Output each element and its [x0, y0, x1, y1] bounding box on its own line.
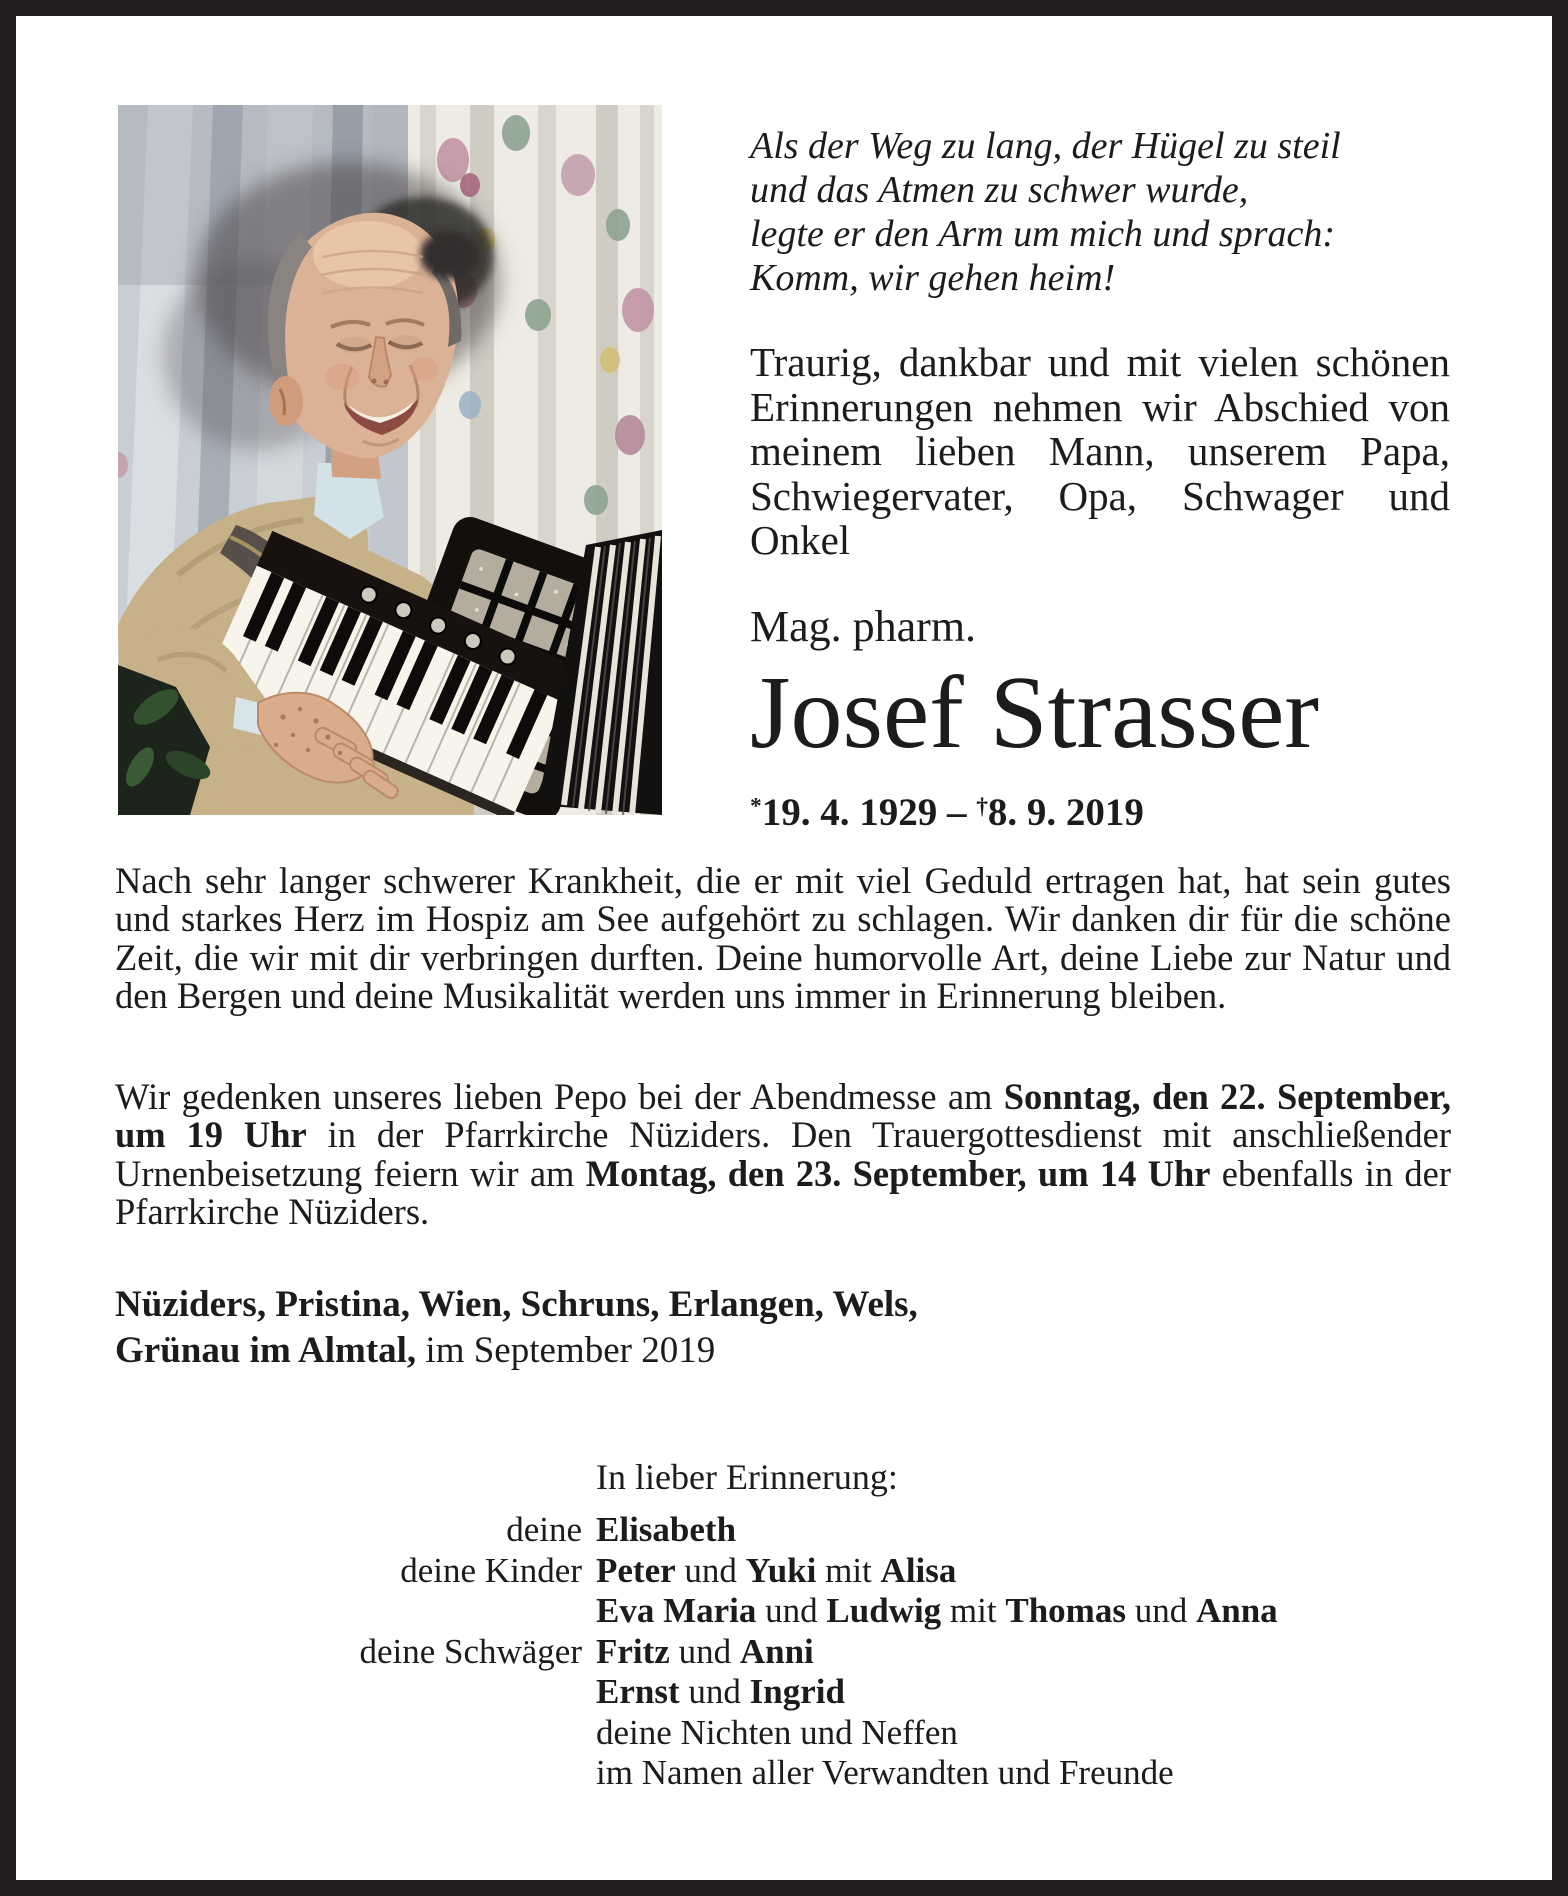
locations-line: [115, 1282, 1451, 1328]
name-bold: Yuki: [745, 1550, 817, 1590]
farewell-paragraph: Traurig, dankbar und mit vielen schönen Erinnerungen nehmen wir Abschied von meinem lieben Mann, unserem Papa, Schwiegervater, Opa, Schwager und Onkel: [750, 339, 1450, 563]
locations-line: [115, 1328, 1451, 1374]
relation-label: deine: [506, 1510, 582, 1549]
memorial-line: [115, 1591, 1465, 1632]
name-bold: Ernst: [596, 1672, 680, 1711]
memorial-line: [115, 1551, 1465, 1592]
memorial-line: [115, 1753, 1465, 1794]
name-bold: Ludwig: [826, 1591, 942, 1630]
name-bold: Montag, den 23. September, um 14 Uhr: [585, 1152, 1211, 1194]
poem-line: legte er den Arm um mich und sprach:: [750, 213, 1336, 255]
birth-symbol: *: [750, 792, 762, 819]
relation-label: [115, 1713, 596, 1754]
life-dates: [750, 790, 1450, 835]
header-column: [750, 124, 1450, 835]
name-bold: Nüziders, Pristina, Wien, Schruns, Erlangen, Wels,: [115, 1284, 918, 1325]
birth-date: 19. 4. 1929: [761, 790, 938, 834]
relation-label: [115, 1591, 596, 1632]
name-bold: Ingrid: [749, 1672, 845, 1711]
memorial-list: [115, 1510, 1465, 1794]
portrait-photo: [118, 105, 662, 815]
portrait-photo-illustration: [118, 105, 662, 815]
memorial-line: [115, 1632, 1465, 1673]
poem-line: Komm, wir gehen heim!: [750, 257, 1116, 299]
name-bold: Fritz: [596, 1631, 670, 1671]
name-bold: Eva Maria: [596, 1591, 757, 1630]
relation-label: deine Kinder: [400, 1550, 582, 1590]
relative-names: [596, 1551, 1465, 1592]
text-segment: und: [756, 1591, 827, 1630]
text-segment: Wir gedenken unseres lieben Pepo bei der Abendmesse am: [115, 1076, 1004, 1117]
relative-names: [596, 1753, 1465, 1794]
epigraph-poem: [750, 124, 1450, 300]
relative-names: [596, 1510, 1465, 1551]
death-date: 8. 9. 2019: [987, 790, 1144, 834]
poem-line: und das Atmen zu schwer wurde,: [750, 169, 1249, 211]
services-paragraph: [115, 1078, 1451, 1232]
text-segment: im September 2019: [416, 1330, 716, 1371]
relation-label: [115, 1672, 596, 1713]
relative-names: [596, 1591, 1465, 1632]
name-bold: Peter: [596, 1550, 676, 1590]
name-bold: Anna: [1195, 1591, 1278, 1630]
death-symbol: †: [976, 792, 988, 819]
text-segment: und: [669, 1631, 740, 1671]
name-bold: Anni: [739, 1631, 814, 1671]
relative-names: [596, 1632, 1465, 1673]
poem-line: Als der Weg zu lang, der Hügel zu steil: [750, 125, 1341, 167]
text-segment: ebenfalls in der Pfarrkirche Nüziders.: [115, 1152, 1451, 1233]
text-segment: deine Nichten und Neffen: [596, 1712, 958, 1752]
text-segment: mit: [816, 1550, 881, 1590]
memorial-line: [115, 1713, 1465, 1754]
deceased-name: Josef Strasser: [750, 654, 1320, 770]
text-segment: und: [1125, 1591, 1196, 1630]
remembrance-heading: In lieber Erinnerung:: [596, 1457, 898, 1497]
academic-title: Mag. pharm.: [750, 601, 977, 651]
tribute-paragraph: Nach sehr langer schwerer Krankheit, die er mit viel Geduld ertragen hat, hat sein gutes und starkes Herz im Hospiz am See aufgehört zu schlagen. Wir danken dir für die schöne Zeit, die wir mit dir verbringen durften. Deine humorvolle Art, deine Liebe zur Natur und den Bergen und deine Musikalität werden uns immer in Erinnerung bleiben.: [115, 860, 1451, 1017]
text-segment: in der Pfarrkirche Nüziders. Den Trauergottesdienst mit anschließender Urnenbeisetzung feiern wir am: [115, 1114, 1451, 1194]
text-segment: und: [675, 1550, 746, 1590]
text-segment: mit: [941, 1591, 1006, 1630]
name-bold: Alisa: [880, 1550, 957, 1590]
relation-label: [115, 1753, 596, 1794]
relation-label: deine Schwäger: [359, 1631, 582, 1671]
relative-names: [596, 1713, 1465, 1754]
memorial-line: [115, 1672, 1465, 1713]
name-bold: Thomas: [1005, 1591, 1126, 1630]
name-bold: Sonntag, den 22. September, um 19 Uhr: [115, 1076, 1451, 1156]
text-segment: im Namen aller Verwandten und Freunde: [596, 1753, 1174, 1792]
dates-separator: –: [946, 790, 967, 834]
relative-names: [596, 1672, 1465, 1713]
memorial-line: [115, 1510, 1465, 1551]
locations-dateline: [115, 1282, 1451, 1374]
name-bold: Grünau im Almtal,: [115, 1330, 417, 1371]
name-bold: Elisabeth: [596, 1510, 737, 1549]
text-segment: und: [679, 1672, 750, 1711]
